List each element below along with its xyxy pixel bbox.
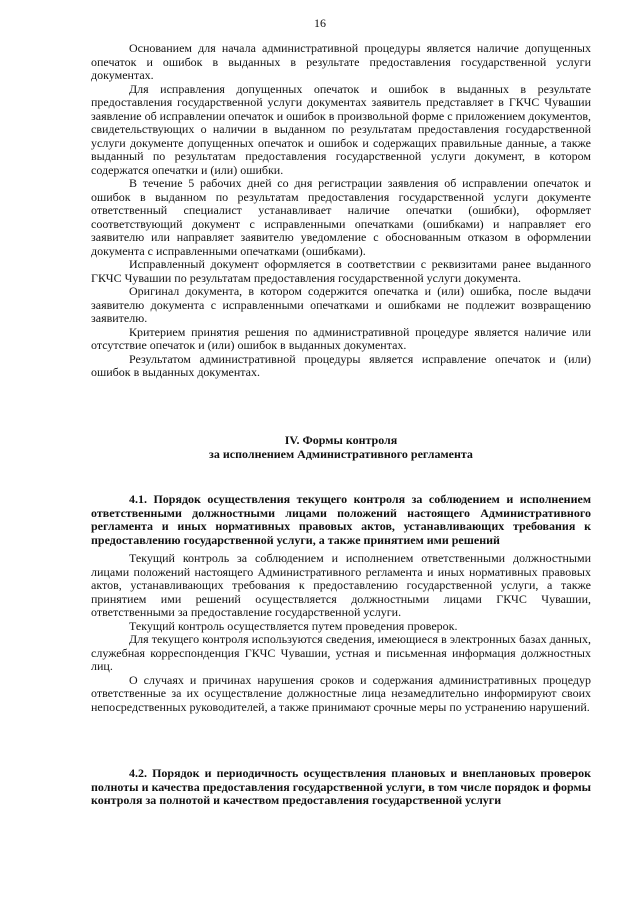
paragraph: Текущий контроль за соблюдением и исполнением ответственными должностными лицами положений настоящего Административного регламента и иных нормативных правовых актов, устанавливающих требования к предоставлению государственной услуги, а также принятием ими решений осуществляется должностными лицами ГКЧС Чувашии, ответственными за предоставление государственной услуги. (91, 551, 591, 619)
section-heading (91, 434, 591, 461)
section-heading-line-1: IV. Формы контроля (284, 433, 398, 447)
paragraph: Для текущего контроля используются сведения, имеющиеся в электронных базах данных, служебная корреспонденция ГКЧС Чувашии, устная и письменная информация должностных лиц. (91, 632, 591, 673)
paragraph: Результатом административной процедуры является исправление опечаток и (или) ошибок в выданных документах. (91, 351, 591, 379)
paragraph: Основанием для начала административной процедуры является наличие допущенных опечаток и ошибок в выданных в результате предоставления государственной услуги документах. (91, 41, 591, 82)
paragraph: Для исправления допущенных опечаток и ошибок в выданных в результате предоставления государственной услуги документах заявитель представляет в ГКЧС Чувашии заявление об исправлении опечаток и ошибок в произвольной форме с приложением документов, свидетельствующих о наличии в выданном по результатам предоставления государственной услуги документе допущенных опечаток и ошибок и содержащих правильные данные, а также выданный по результатам предоставления государственной услуги документ, в котором содержатся опечатки и (или) ошибки. (91, 81, 591, 177)
section-heading-line-2: за исполнением Административного регламента (209, 446, 473, 461)
subheading-4-2-block (91, 767, 591, 808)
section-4-1-text (91, 552, 591, 714)
subheading-4-1-block (91, 493, 591, 547)
section-1-text (91, 42, 591, 380)
paragraph: Критерием принятия решения по административной процедуре является наличие или отсутствие опечаток и (или) ошибок в выданных документах. (91, 324, 591, 352)
paragraph: В течение 5 рабочих дней со дня регистрации заявления об исправлении опечаток и ошибок в выданном по результатам предоставления государственной услуги документе ответственный специалист устанавливает наличие опечатки (ошибки), оформляет соответствующий документ с исправленными опечатками (ошибками) и направляет его заявителю или направляет заявителю уведомление с обоснованным отказом в оформлении документа с исправленными опечатками (ошибками). (91, 176, 591, 258)
page-number: 16 (314, 16, 326, 30)
subheading-4-1: 4.1. Порядок осуществления текущего контроля за соблюдением и исполнением ответственными должностными лицами положений настоящего Административного регламента и иных нормативных правовых актов, устанавливающих требования к предоставлению государственной услуги, а также принятием ими решений (91, 492, 591, 547)
paragraph: Исправленный документ оформляется в соответствии с реквизитами ранее выданного ГКЧС Чувашии по результатам предоставления государственной услуги документа. (91, 257, 591, 285)
subheading-4-2: 4.2. Порядок и периодичность осуществления плановых и внеплановых проверок полноты и качества предоставления государственной услуги, в том числе порядок и формы контроля за полнотой и качеством предоставления государственной услуги (91, 766, 591, 807)
paragraph: О случаях и причинах нарушения сроков и содержания административных процедур ответственные за их осуществление должностные лица незамедлительно информируют своих непосредственных руководителей, а также принимают срочные меры по устранению нарушений. (91, 672, 591, 714)
paragraph: Оригинал документа, в котором содержится опечатка и (или) ошибка, после выдачи заявителю документа с исправленными опечатками и ошибками не подлежит возвращению заявителю. (91, 284, 591, 325)
paragraph: Текущий контроль осуществляется путем проведения проверок. (129, 618, 458, 633)
